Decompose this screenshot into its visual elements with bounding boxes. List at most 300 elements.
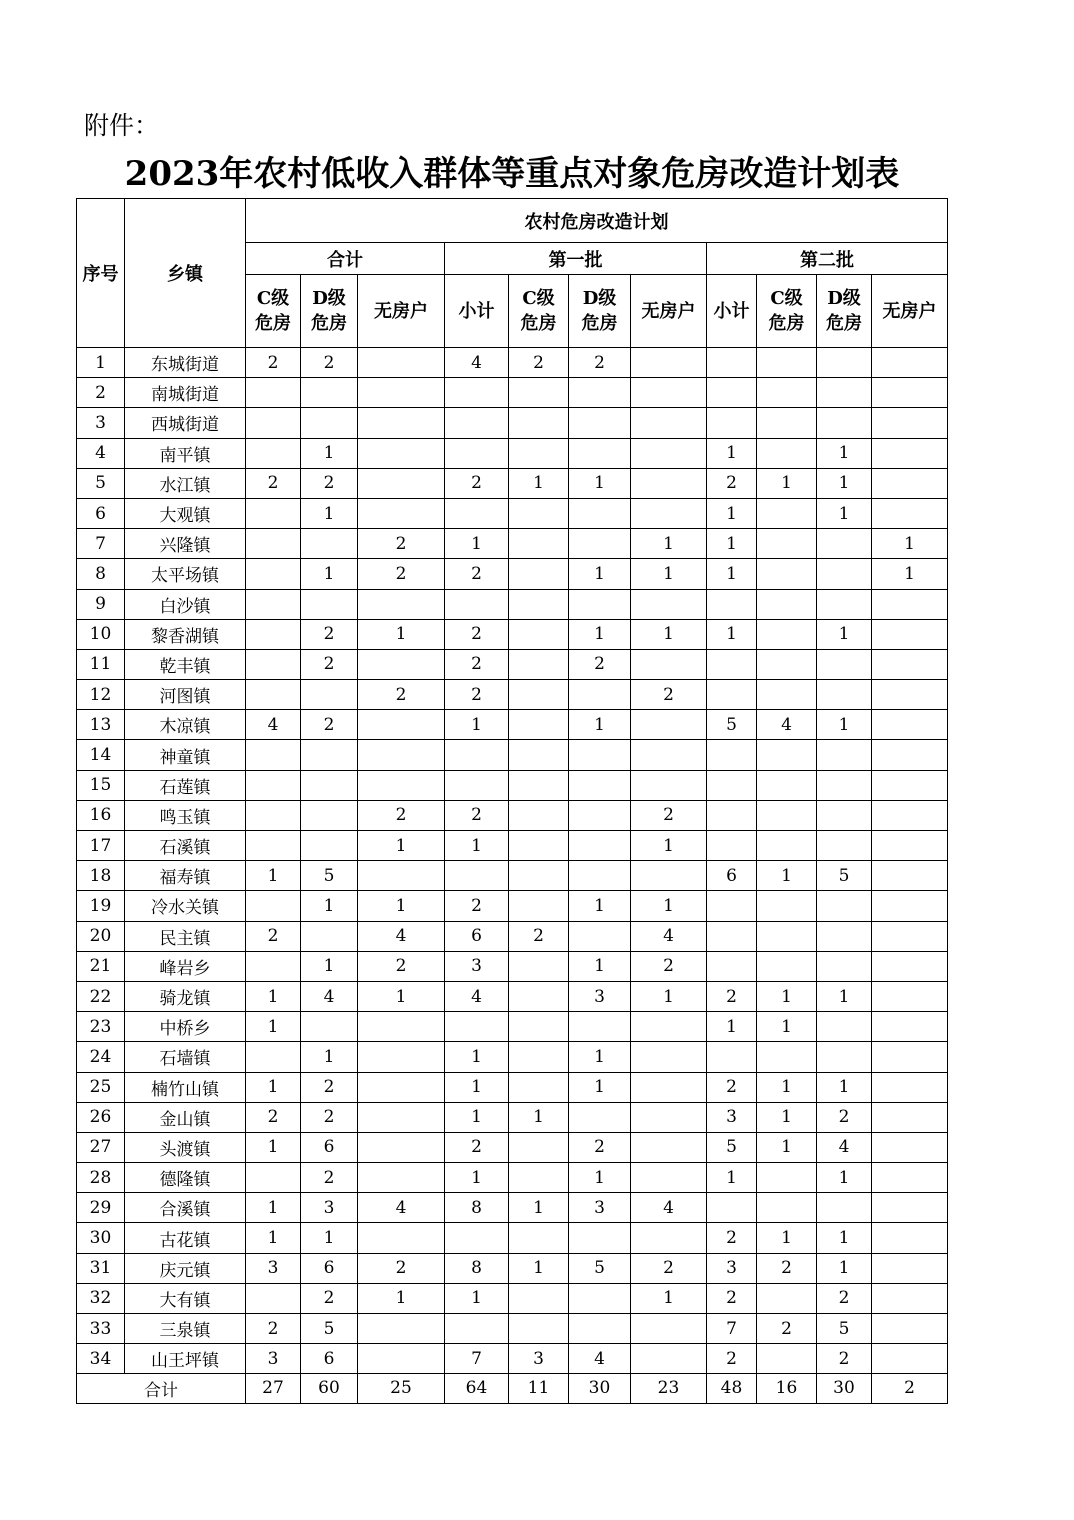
seq-cell: 20 [77,921,125,951]
total-nohouse-cell [358,649,445,679]
b2-c-cell: 2 [757,1253,817,1283]
total-nohouse-cell: 4 [358,921,445,951]
b1-subtotal-cell: 6 [445,921,509,951]
total-c-cell [246,498,301,528]
b1-nohouse-cell [631,1102,707,1132]
b1-c-cell [509,649,569,679]
b1-subtotal-cell: 2 [445,468,509,498]
total-c-cell: 1 [246,981,301,1011]
b1-nohouse-cell: 1 [631,1283,707,1313]
b1-d-cell: 2 [569,649,631,679]
b1-subtotal-cell [445,438,509,468]
b2-c-cell: 1 [757,1223,817,1253]
b1-c-cell [509,1283,569,1313]
b2-c-cell: 1 [757,1012,817,1042]
b1-subtotal-cell [445,861,509,891]
b2-subtotal-cell: 2 [707,981,757,1011]
b2-d-cell [817,348,872,378]
b2-d-cell: 5 [817,1314,872,1344]
b1-d-cell [569,861,631,891]
b2-c-cell [757,800,817,830]
seq-cell: 13 [77,710,125,740]
table-row [77,891,948,921]
total-nohouse-cell: 1 [358,891,445,921]
b2-d-cell [817,408,872,438]
total-nohouse-cell [358,1132,445,1162]
b2-subtotal-cell [707,800,757,830]
total-cell: 60 [301,1374,358,1403]
b2-subtotal-cell: 1 [707,498,757,528]
b1-nohouse-cell [631,468,707,498]
b1-d-cell: 2 [569,1132,631,1162]
b1-nohouse-cell [631,770,707,800]
total-c-cell: 1 [246,1072,301,1102]
total-d-cell [301,770,358,800]
total-cell: 30 [817,1374,872,1403]
b2-subtotal-cell [707,770,757,800]
b2-nohouse-cell [872,740,948,770]
table-row [77,1253,948,1283]
b2-nohouse-cell: 1 [872,559,948,589]
total-nohouse-cell [358,1012,445,1042]
b1-nohouse-cell [631,1344,707,1374]
b1-nohouse-cell [631,498,707,528]
seq-cell: 16 [77,800,125,830]
town-cell: 兴隆镇 [125,529,246,559]
table-row [77,619,948,649]
table-row [77,468,948,498]
total-cell: 2 [872,1374,948,1403]
b2-subtotal-cell: 6 [707,861,757,891]
b1-c-cell [509,559,569,589]
seq-cell: 7 [77,529,125,559]
b2-nohouse-cell [872,1283,948,1313]
town-cell: 合溪镇 [125,1193,246,1223]
table-row [77,498,948,528]
b1-d-cell [569,408,631,438]
total-cell: 27 [246,1374,301,1403]
b1-d-cell [569,740,631,770]
seq-cell: 23 [77,1012,125,1042]
b2-subtotal-cell [707,589,757,619]
b2-c-cell [757,408,817,438]
total-d-cell: 2 [301,1163,358,1193]
b2-subtotal-cell [707,921,757,951]
b2-subtotal-cell: 5 [707,1132,757,1162]
total-c-cell [246,1163,301,1193]
b2-subtotal-cell: 1 [707,438,757,468]
total-nohouse-cell: 1 [358,981,445,1011]
table-row [77,831,948,861]
b2-c-cell [757,619,817,649]
header-batch2-c-level: C级 危房 [757,275,817,348]
b2-c-cell [757,1283,817,1313]
header-total-c-level: C级 危房 [246,275,301,348]
b2-subtotal-cell: 2 [707,1344,757,1374]
b1-subtotal-cell: 1 [445,1072,509,1102]
total-d-cell: 2 [301,1102,358,1132]
b1-subtotal-cell: 2 [445,680,509,710]
table-row [77,1012,948,1042]
town-cell: 南城街道 [125,378,246,408]
total-d-cell [301,921,358,951]
b1-subtotal-cell [445,740,509,770]
b2-nohouse-cell [872,1163,948,1193]
b2-c-cell [757,680,817,710]
b2-subtotal-cell [707,1042,757,1072]
b1-c-cell: 2 [509,348,569,378]
total-c-cell: 2 [246,921,301,951]
total-c-cell: 4 [246,710,301,740]
seq-cell: 30 [77,1223,125,1253]
b1-d-cell [569,589,631,619]
total-d-cell [301,589,358,619]
b1-c-cell [509,1223,569,1253]
total-d-cell: 2 [301,1283,358,1313]
b2-nohouse-cell [872,468,948,498]
b1-subtotal-cell: 1 [445,831,509,861]
seq-cell: 2 [77,378,125,408]
b1-c-cell [509,710,569,740]
b1-d-cell [569,1314,631,1344]
b2-c-cell: 1 [757,1132,817,1162]
seq-cell: 11 [77,649,125,679]
seq-cell: 19 [77,891,125,921]
b1-c-cell [509,680,569,710]
total-nohouse-cell: 2 [358,1253,445,1283]
header-total-d-level: D级 危房 [301,275,358,348]
b2-subtotal-cell [707,831,757,861]
total-c-cell [246,378,301,408]
b2-nohouse-cell [872,680,948,710]
table-row [77,408,948,438]
b1-d-cell: 1 [569,1042,631,1072]
seq-cell: 1 [77,348,125,378]
b2-subtotal-cell: 2 [707,1072,757,1102]
b2-c-cell [757,1163,817,1193]
total-nohouse-cell: 1 [358,619,445,649]
total-c-cell: 2 [246,1314,301,1344]
seq-cell: 34 [77,1344,125,1374]
seq-cell: 32 [77,1283,125,1313]
header-batch1-d-level: D级 危房 [569,275,631,348]
seq-cell: 6 [77,498,125,528]
total-c-cell [246,770,301,800]
b1-subtotal-cell: 1 [445,1042,509,1072]
total-cell: 11 [509,1374,569,1403]
town-cell: 乾丰镇 [125,649,246,679]
header-batch1-subtotal: 小计 [445,275,509,348]
town-cell: 大观镇 [125,498,246,528]
seq-cell: 4 [77,438,125,468]
total-d-cell: 1 [301,438,358,468]
b1-nohouse-cell: 2 [631,1253,707,1283]
total-d-cell: 6 [301,1253,358,1283]
b1-subtotal-cell [445,498,509,528]
b1-nohouse-cell: 1 [631,529,707,559]
total-nohouse-cell: 2 [358,680,445,710]
b1-d-cell [569,438,631,468]
total-d-cell [301,378,358,408]
b2-d-cell [817,831,872,861]
b1-nohouse-cell: 1 [631,559,707,589]
b1-c-cell [509,831,569,861]
total-nohouse-cell: 1 [358,831,445,861]
town-cell: 南平镇 [125,438,246,468]
b1-subtotal-cell [445,770,509,800]
town-cell: 山王坪镇 [125,1344,246,1374]
seq-cell: 9 [77,589,125,619]
header-total-group: 合计 [246,243,445,275]
attachment-label: 附件： [84,111,160,140]
b2-nohouse-cell [872,891,948,921]
b2-subtotal-cell: 5 [707,710,757,740]
total-d-cell: 1 [301,1042,358,1072]
seq-cell: 17 [77,831,125,861]
total-d-cell [301,800,358,830]
total-d-cell: 2 [301,1072,358,1102]
table-row [77,1223,948,1253]
b2-nohouse-cell [872,800,948,830]
total-c-cell: 1 [246,1223,301,1253]
total-c-cell [246,891,301,921]
b2-d-cell [817,1193,872,1223]
table-row [77,770,948,800]
b1-nohouse-cell: 1 [631,831,707,861]
total-c-cell [246,1283,301,1313]
seq-cell: 14 [77,740,125,770]
total-cell: 30 [569,1374,631,1403]
total-d-cell: 1 [301,891,358,921]
table-row [77,1163,948,1193]
total-d-cell: 1 [301,498,358,528]
total-c-cell [246,951,301,981]
b1-c-cell: 2 [509,921,569,951]
b1-d-cell: 1 [569,559,631,589]
town-cell: 骑龙镇 [125,981,246,1011]
b2-nohouse-cell [872,438,948,468]
b1-nohouse-cell [631,408,707,438]
b2-d-cell [817,921,872,951]
b1-subtotal-cell [445,1012,509,1042]
b2-nohouse-cell [872,1223,948,1253]
b1-subtotal-cell: 2 [445,649,509,679]
total-nohouse-cell [358,378,445,408]
total-nohouse-cell [358,468,445,498]
b2-d-cell: 2 [817,1102,872,1132]
b2-subtotal-cell: 1 [707,529,757,559]
table-footer [77,1374,948,1403]
b1-c-cell: 1 [509,1253,569,1283]
header-batch2-d-level: D级 危房 [817,275,872,348]
b1-d-cell: 1 [569,468,631,498]
b2-d-cell [817,1042,872,1072]
table-row [77,649,948,679]
b2-d-cell: 1 [817,981,872,1011]
b2-d-cell [817,680,872,710]
total-nohouse-cell [358,1344,445,1374]
b1-subtotal-cell: 1 [445,529,509,559]
b2-c-cell [757,770,817,800]
total-nohouse-cell [358,1102,445,1132]
b1-d-cell: 1 [569,1072,631,1102]
b2-nohouse-cell [872,981,948,1011]
town-cell: 冷水关镇 [125,891,246,921]
town-cell: 三泉镇 [125,1314,246,1344]
b2-d-cell: 1 [817,1223,872,1253]
b2-c-cell: 2 [757,1314,817,1344]
town-cell: 石墙镇 [125,1042,246,1072]
document-title: 2023年农村低收入群体等重点对象危房改造计划表 [124,154,900,194]
b1-c-cell [509,1042,569,1072]
b1-nohouse-cell [631,1012,707,1042]
b1-c-cell: 1 [509,1102,569,1132]
b1-c-cell [509,800,569,830]
total-nohouse-cell: 1 [358,1283,445,1313]
header-plan: 农村危房改造计划 [246,199,948,243]
b1-d-cell: 1 [569,710,631,740]
total-c-cell [246,589,301,619]
b1-d-cell [569,1012,631,1042]
town-cell: 大有镇 [125,1283,246,1313]
b1-d-cell [569,770,631,800]
b2-d-cell [817,589,872,619]
b2-c-cell: 1 [757,1102,817,1132]
b1-c-cell [509,1132,569,1162]
b1-d-cell: 1 [569,891,631,921]
b1-nohouse-cell: 1 [631,891,707,921]
header-batch2-subtotal: 小计 [707,275,757,348]
town-cell: 神童镇 [125,740,246,770]
town-cell: 古花镇 [125,1223,246,1253]
b1-nohouse-cell [631,1042,707,1072]
b1-d-cell: 2 [569,348,631,378]
b2-d-cell: 1 [817,498,872,528]
seq-cell: 26 [77,1102,125,1132]
b1-subtotal-cell: 8 [445,1193,509,1223]
b2-c-cell: 1 [757,981,817,1011]
total-nohouse-cell [358,1072,445,1102]
total-d-cell [301,831,358,861]
header-batch1-c-level: C级 危房 [509,275,569,348]
total-nohouse-cell [358,589,445,619]
total-c-cell: 3 [246,1253,301,1283]
renovation-plan-table [76,198,948,1404]
b1-c-cell: 3 [509,1344,569,1374]
table-row [77,589,948,619]
total-c-cell [246,680,301,710]
b1-nohouse-cell [631,649,707,679]
total-cell: 48 [707,1374,757,1403]
town-cell: 中桥乡 [125,1012,246,1042]
b2-d-cell: 1 [817,1253,872,1283]
table-row [77,981,948,1011]
seq-cell: 15 [77,770,125,800]
total-d-cell [301,680,358,710]
header-batch1-no-house: 无房户 [631,275,707,348]
b2-c-cell [757,951,817,981]
total-d-cell: 3 [301,1193,358,1223]
b2-nohouse-cell [872,498,948,528]
total-d-cell: 6 [301,1344,358,1374]
town-cell: 水江镇 [125,468,246,498]
b1-nohouse-cell [631,861,707,891]
town-cell: 鸣玉镇 [125,800,246,830]
header-batch2-no-house: 无房户 [872,275,948,348]
seq-cell: 8 [77,559,125,589]
header-batch2: 第二批 [707,243,948,275]
b1-c-cell [509,408,569,438]
total-c-cell [246,649,301,679]
total-d-cell: 2 [301,468,358,498]
b2-c-cell [757,921,817,951]
b1-c-cell [509,770,569,800]
total-d-cell: 6 [301,1132,358,1162]
total-d-cell: 2 [301,710,358,740]
total-nohouse-cell [358,740,445,770]
b2-c-cell [757,831,817,861]
total-nohouse-cell: 2 [358,559,445,589]
b1-nohouse-cell [631,1163,707,1193]
b2-nohouse-cell [872,348,948,378]
total-nohouse-cell: 2 [358,800,445,830]
b2-c-cell [757,438,817,468]
b2-d-cell: 1 [817,619,872,649]
b2-d-cell: 1 [817,1163,872,1193]
table-row [77,921,948,951]
total-c-cell [246,800,301,830]
total-nohouse-cell: 2 [358,529,445,559]
total-label: 合计 [77,1374,246,1403]
b2-nohouse-cell [872,770,948,800]
b1-subtotal-cell: 2 [445,559,509,589]
b1-subtotal-cell: 3 [445,951,509,981]
b2-d-cell [817,740,872,770]
table-row [77,710,948,740]
b1-d-cell: 4 [569,1344,631,1374]
table-row [77,1132,948,1162]
total-nohouse-cell [358,348,445,378]
b1-nohouse-cell: 1 [631,619,707,649]
town-cell: 西城街道 [125,408,246,438]
seq-cell: 5 [77,468,125,498]
b1-subtotal-cell: 1 [445,1102,509,1132]
b1-c-cell: 1 [509,1193,569,1223]
town-cell: 黎香湖镇 [125,619,246,649]
b2-subtotal-cell: 1 [707,1012,757,1042]
total-d-cell [301,408,358,438]
total-d-cell [301,1012,358,1042]
b2-nohouse-cell [872,951,948,981]
total-nohouse-cell [358,1223,445,1253]
b2-c-cell [757,649,817,679]
b2-subtotal-cell [707,378,757,408]
total-d-cell [301,529,358,559]
seq-cell: 24 [77,1042,125,1072]
b2-subtotal-cell [707,891,757,921]
b1-c-cell [509,891,569,921]
total-c-cell: 2 [246,1102,301,1132]
b2-d-cell: 1 [817,710,872,740]
town-cell: 峰岩乡 [125,951,246,981]
b1-nohouse-cell [631,740,707,770]
town-cell: 太平场镇 [125,559,246,589]
b1-c-cell [509,1163,569,1193]
town-cell: 德隆镇 [125,1163,246,1193]
b1-nohouse-cell [631,1072,707,1102]
total-nohouse-cell [358,438,445,468]
table-row [77,438,948,468]
